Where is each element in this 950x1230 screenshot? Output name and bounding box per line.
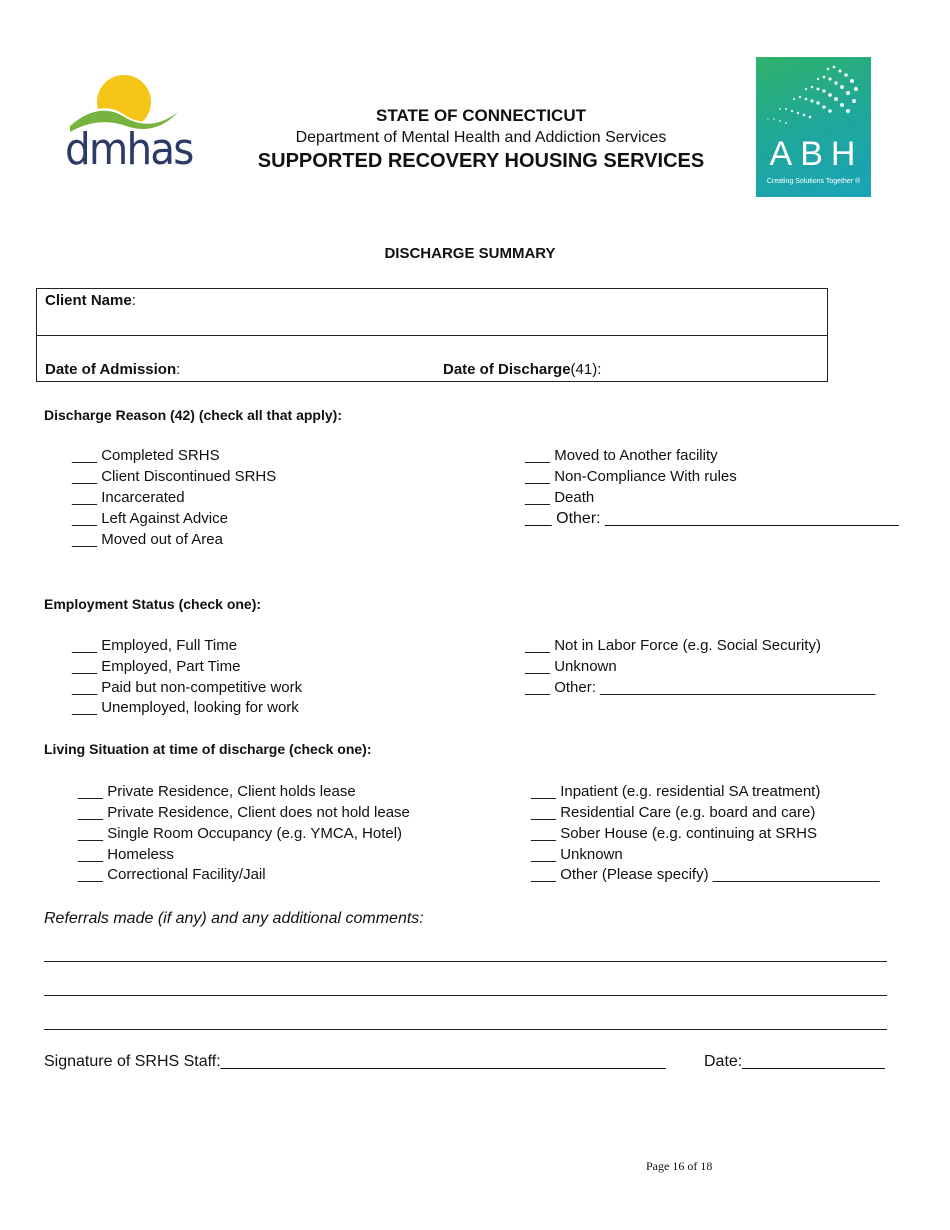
- discharge-reason-option[interactable]: ___ Client Discontinued SRHS: [72, 468, 277, 485]
- discharge-date-label: Date of Discharge: [443, 361, 571, 378]
- abh-logo: [756, 57, 871, 197]
- living-situation-option[interactable]: ___ Private Residence, Client holds lease: [78, 783, 356, 800]
- box-divider: [37, 335, 827, 336]
- client-name-field[interactable]: [45, 292, 136, 309]
- living-situation-option[interactable]: ___ Single Room Occupancy (e.g. YMCA, Hotel): [78, 825, 403, 842]
- employment-option[interactable]: ___ Not in Labor Force (e.g. Social Security): [525, 637, 821, 654]
- dmhas-logo-text: dmhas: [65, 124, 193, 175]
- living-situation-option[interactable]: ___ Homeless: [78, 846, 174, 863]
- abh-tagline: Creating Solutions Together ®: [766, 178, 861, 185]
- admission-date-field[interactable]: [45, 361, 180, 378]
- dots-graphic: [756, 57, 871, 137]
- admission-date-colon: :: [176, 361, 181, 378]
- referrals-label: Referrals made (if any) and any additional comments:: [44, 910, 424, 927]
- discharge-reason-option[interactable]: ___ Completed SRHS: [72, 447, 220, 464]
- employment-option[interactable]: ___ Paid but non-competitive work: [72, 679, 303, 696]
- living-situation-option[interactable]: ___ Residential Care (e.g. board and care): [531, 804, 816, 821]
- comment-line[interactable]: [44, 995, 887, 996]
- employment-heading: Employment Status (check one):: [44, 596, 262, 612]
- discharge-reason-option[interactable]: ___ Left Against Advice: [72, 510, 228, 527]
- dmhas-logo: [60, 70, 193, 176]
- living-situation-heading: Living Situation at time of discharge (check one):: [44, 741, 372, 757]
- page-number: Page 16 of 18: [646, 1159, 713, 1173]
- living-situation-option[interactable]: ___ Unknown: [531, 846, 623, 863]
- client-name-colon: :: [131, 292, 136, 309]
- discharge-reason-option[interactable]: ___ Incarcerated: [72, 489, 185, 506]
- employment-option[interactable]: ___ Employed, Part Time: [72, 658, 241, 675]
- employment-option[interactable]: ___ Unknown: [525, 658, 617, 675]
- living-situation-option[interactable]: ___ Sober House (e.g. continuing at SRHS: [531, 825, 818, 842]
- comment-line[interactable]: [44, 961, 887, 962]
- living-situation-option[interactable]: ___ Private Residence, Client does not hold lease: [78, 804, 410, 821]
- program-title: SUPPORTED RECOVERY HOUSING SERVICES: [257, 150, 705, 172]
- discharge-reason-option[interactable]: ___ Moved out of Area: [72, 531, 223, 548]
- abh-logo-text: ABH: [769, 135, 864, 173]
- discharge-reason-option[interactable]: ___ Non-Compliance With rules: [525, 468, 737, 485]
- living-situation-other[interactable]: ___ Other (Please specify) ____________________: [531, 866, 880, 883]
- discharge-reason-other[interactable]: ___ Other: _________________________________: [525, 510, 899, 527]
- living-situation-option[interactable]: ___ Inpatient (e.g. residential SA treatment): [531, 783, 821, 800]
- client-name-label: Client Name: [45, 292, 132, 309]
- employment-option[interactable]: ___ Unemployed, looking for work: [72, 699, 299, 716]
- comment-line[interactable]: [44, 1029, 887, 1030]
- employment-other[interactable]: ___ Other: _________________________________: [525, 679, 876, 696]
- discharge-reason-option[interactable]: ___ Death: [525, 489, 595, 506]
- discharge-reason-heading: Discharge Reason (42) (check all that apply):: [44, 407, 342, 423]
- signature-date-field[interactable]: Date:________________: [704, 1053, 885, 1070]
- discharge-reason-option[interactable]: ___ Moved to Another facility: [525, 447, 718, 464]
- discharge-date-field[interactable]: [443, 361, 601, 378]
- state-title: STATE OF CONNECTICUT: [376, 106, 586, 125]
- staff-signature-field[interactable]: Signature of SRHS Staff:__________________________________________________: [44, 1053, 666, 1070]
- living-situation-option[interactable]: ___ Correctional Facility/Jail: [78, 866, 266, 883]
- discharge-date-suffix: (41):: [570, 361, 602, 378]
- admission-date-label: Date of Admission: [45, 361, 177, 378]
- department-name: Department of Mental Health and Addiction Services: [295, 129, 667, 146]
- client-info-box: [36, 288, 828, 382]
- employment-option[interactable]: ___ Employed, Full Time: [72, 637, 238, 654]
- document-title: DISCHARGE SUMMARY: [384, 245, 556, 262]
